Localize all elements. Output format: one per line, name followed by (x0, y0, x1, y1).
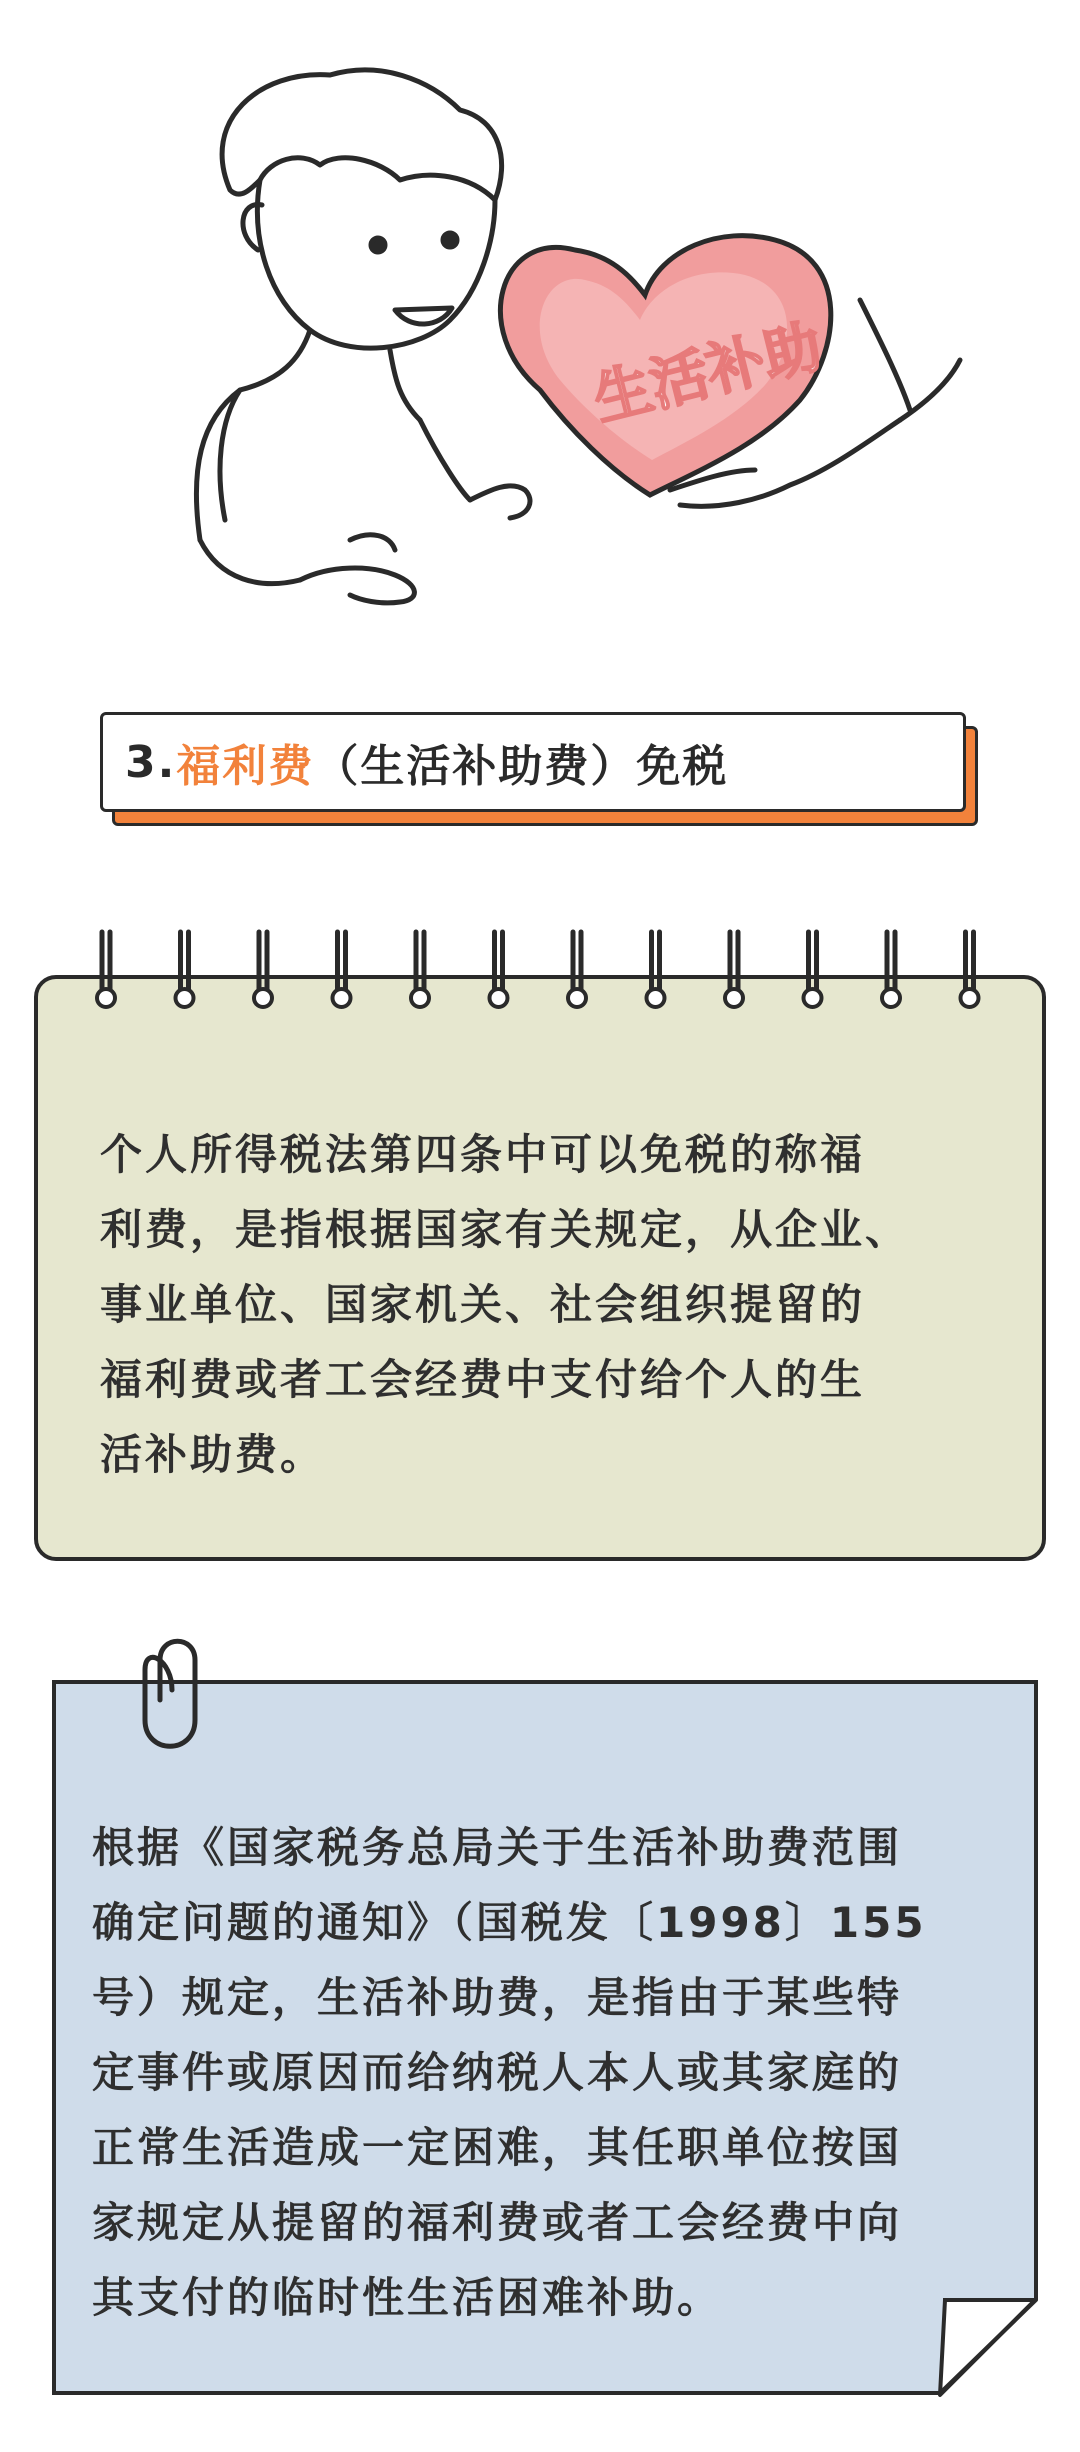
clipped-note-regulation (52, 1680, 1038, 2395)
note-line: 利费，是指根据国家有关规定，从企业、 (100, 1205, 911, 1254)
note-blue-text (92, 1810, 1022, 2335)
section-title-box (100, 712, 966, 812)
section-rest: （生活补助费）免税 (314, 741, 729, 792)
note-line: 事业单位、国家机关、社会组织提留的 (100, 1280, 866, 1329)
note-line: 号）规定，生活补助费，是指由于某些特 (92, 1973, 903, 2022)
note-line: 家规定从提留的福利费或者工会经费中向 (92, 2198, 903, 2247)
illustration-man-receiving-heart (0, 0, 1080, 680)
note-line: 定事件或原因而给纳税人本人或其家庭的 (92, 2048, 903, 2097)
note-line: 个人所得税法第四条中可以免税的称福 (100, 1130, 866, 1179)
note-line: 正常生活造成一定困难，其任职单位按国 (92, 2123, 903, 2172)
note-line: 根据《国家税务总局关于生活补助费范围 (92, 1823, 903, 1872)
note-line: 活补助费。 (100, 1430, 326, 1479)
section-number: 3. (125, 736, 177, 788)
spiral-note-definition (34, 975, 1046, 1561)
heart-label: 生活补助 (586, 311, 829, 434)
note-line: 福利费或者工会经费中支付给个人的生 (100, 1355, 866, 1404)
note-green-text (100, 1117, 1000, 1492)
note-line: 其支付的临时性生活困难补助。 (92, 2273, 723, 2322)
section-title (100, 712, 966, 812)
section-highlight: 福利费 (176, 741, 315, 792)
heart-icon (500, 236, 830, 495)
note-line: 确定问题的通知》（国税发〔1998〕155 (92, 1898, 927, 1947)
